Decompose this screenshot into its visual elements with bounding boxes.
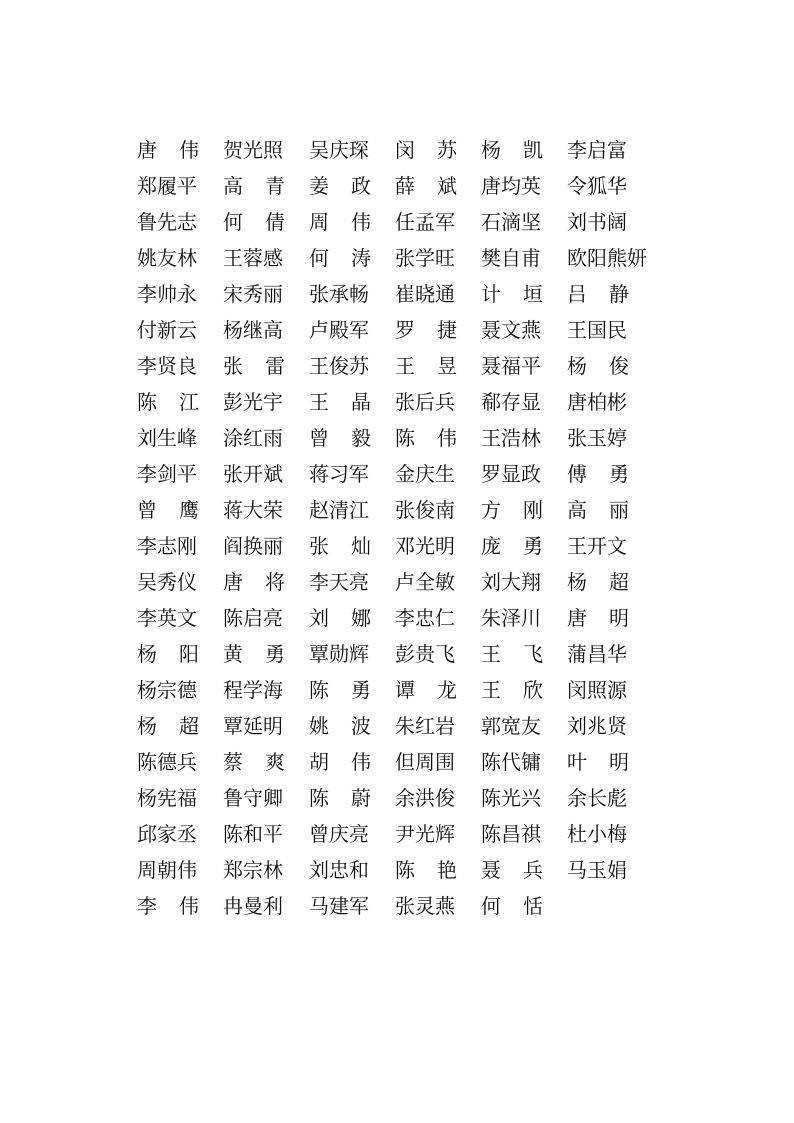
name-entry: 冉曼利 (223, 894, 283, 918)
name-entry: 刘 娜 (309, 606, 371, 630)
name-entry: 宋秀丽 (223, 282, 283, 306)
name-entry: 王 晶 (309, 390, 371, 414)
name-entry: 马玉娟 (567, 858, 627, 882)
name-entry: 张 雷 (223, 354, 285, 378)
name-entry: 曾庆亮 (309, 822, 369, 846)
name-entry: 唐 将 (223, 570, 285, 594)
name-entry: 李贤良 (137, 354, 197, 378)
name-entry: 吴庆琛 (309, 138, 369, 162)
name-entry: 彭贵飞 (395, 642, 455, 666)
name-entry: 计 垣 (481, 282, 543, 306)
name-entry: 王 飞 (481, 642, 543, 666)
name-entry: 聂福平 (481, 354, 541, 378)
name-entry: 邓光明 (395, 534, 455, 558)
name-entry: 陈代镛 (481, 750, 541, 774)
name-entry: 姚友林 (137, 246, 197, 270)
name-entry: 唐均英 (481, 174, 541, 198)
name-entry: 鲁先志 (137, 210, 197, 234)
name-entry: 蒋大荣 (223, 498, 283, 522)
name-entry: 覃延明 (223, 714, 283, 738)
name-entry: 令狐华 (567, 174, 627, 198)
name-entry: 陈 勇 (309, 678, 371, 702)
name-entry: 何 涛 (309, 246, 371, 270)
name-entry: 朱红岩 (395, 714, 455, 738)
name-entry: 李忠仁 (395, 606, 455, 630)
name-entry: 陈德兵 (137, 750, 197, 774)
name-entry: 彭光宇 (223, 390, 283, 414)
name-entry: 付新云 (137, 318, 197, 342)
name-entry: 罗 捷 (395, 318, 457, 342)
name-entry: 何 倩 (223, 210, 285, 234)
name-entry: 陈 伟 (395, 426, 457, 450)
name-entry: 陈 艳 (395, 858, 457, 882)
name-entry: 张玉婷 (567, 426, 627, 450)
name-entry: 闵 苏 (395, 138, 457, 162)
name-entry: 张灵燕 (395, 894, 455, 918)
name-entry: 张开斌 (223, 462, 283, 486)
name-entry: 王开文 (567, 534, 627, 558)
name-entry: 李 伟 (137, 894, 199, 918)
name-entry: 李帅永 (137, 282, 197, 306)
name-entry: 李启富 (567, 138, 627, 162)
name-entry: 蒋习军 (309, 462, 369, 486)
name-entry: 姜 政 (309, 174, 371, 198)
name-entry: 余长彪 (567, 786, 627, 810)
name-entry: 刘书阔 (567, 210, 627, 234)
name-entry: 尹光辉 (395, 822, 455, 846)
name-entry: 陈和平 (223, 822, 283, 846)
name-entry: 唐 伟 (137, 138, 199, 162)
name-entry: 王 昱 (395, 354, 457, 378)
name-entry: 崔晓通 (395, 282, 455, 306)
name-entry: 高 青 (223, 174, 285, 198)
name-entry: 庞 勇 (481, 534, 543, 558)
name-entry: 程学海 (223, 678, 283, 702)
name-entry: 李剑平 (137, 462, 197, 486)
name-entry: 陈光兴 (481, 786, 541, 810)
name-entry: 曾 鹰 (137, 498, 199, 522)
name-entry: 周朝伟 (137, 858, 197, 882)
name-entry: 阎换丽 (223, 534, 283, 558)
name-entry: 方 刚 (481, 498, 543, 522)
name-entry: 杨 阳 (137, 642, 199, 666)
name-entry: 蒲昌华 (567, 642, 627, 666)
name-entry: 杨 超 (567, 570, 629, 594)
name-entry: 刘大翔 (481, 570, 541, 594)
name-entry: 贺光照 (223, 138, 283, 162)
name-entry: 卢殿军 (309, 318, 369, 342)
name-entry: 刘忠和 (309, 858, 369, 882)
name-entry: 赵清江 (309, 498, 369, 522)
name-entry: 高 丽 (567, 498, 629, 522)
name-entry: 蔡 爽 (223, 750, 285, 774)
name-entry: 郑履平 (137, 174, 197, 198)
name-entry: 谭 龙 (395, 678, 457, 702)
name-entry: 鲁守卿 (223, 786, 283, 810)
name-entry: 闵照源 (567, 678, 627, 702)
name-entry: 陈 江 (137, 390, 199, 414)
name-entry: 薛 斌 (395, 174, 457, 198)
name-entry: 曾 毅 (309, 426, 371, 450)
name-entry: 张后兵 (395, 390, 455, 414)
name-entry: 石滴坚 (481, 210, 541, 234)
name-entry: 杨 超 (137, 714, 199, 738)
name-entry: 黄 勇 (223, 642, 285, 666)
name-entry: 王浩林 (481, 426, 541, 450)
name-entry: 聂 兵 (481, 858, 543, 882)
name-entry: 杨 俊 (567, 354, 629, 378)
name-entry: 覃勋辉 (309, 642, 369, 666)
name-entry: 刘生峰 (137, 426, 197, 450)
name-entry: 马建军 (309, 894, 369, 918)
name-entry: 郭宽友 (481, 714, 541, 738)
name-entry: 樊自甫 (481, 246, 541, 270)
name-entry: 李志刚 (137, 534, 197, 558)
name-entry: 杨继高 (223, 318, 283, 342)
name-entry: 吕 静 (567, 282, 629, 306)
name-entry: 郑宗林 (223, 858, 283, 882)
name-entry: 张 灿 (309, 534, 371, 558)
name-entry: 杜小梅 (567, 822, 627, 846)
name-entry: 刘兆贤 (567, 714, 627, 738)
name-entry: 杨 凯 (481, 138, 543, 162)
name-entry: 余洪俊 (395, 786, 455, 810)
name-entry: 张学旺 (395, 246, 455, 270)
name-entry: 涂红雨 (223, 426, 283, 450)
name-entry: 杨宪福 (137, 786, 197, 810)
name-entry: 姚 波 (309, 714, 371, 738)
name-entry: 但周围 (395, 750, 455, 774)
name-entry: 何 恬 (481, 894, 543, 918)
name-entry: 朱泽川 (481, 606, 541, 630)
name-entry: 傅 勇 (567, 462, 629, 486)
name-entry: 王 欣 (481, 678, 543, 702)
name-entry: 郗存显 (481, 390, 541, 414)
name-entry: 张俊南 (395, 498, 455, 522)
name-entry: 王蓉感 (223, 246, 283, 270)
name-entry: 陈昌祺 (481, 822, 541, 846)
name-entry: 王国民 (567, 318, 627, 342)
name-entry: 张承畅 (309, 282, 369, 306)
name-entry: 邱家丞 (137, 822, 197, 846)
name-entry: 吴秀仪 (137, 570, 197, 594)
name-entry: 李英文 (137, 606, 197, 630)
name-entry: 胡 伟 (309, 750, 371, 774)
name-entry: 聂文燕 (481, 318, 541, 342)
name-entry: 罗显政 (481, 462, 541, 486)
name-entry: 杨宗德 (137, 678, 197, 702)
name-entry: 金庆生 (395, 462, 455, 486)
name-entry: 陈启亮 (223, 606, 283, 630)
name-entry: 王俊苏 (309, 354, 369, 378)
name-entry: 唐 明 (567, 606, 629, 630)
name-list (137, 132, 653, 924)
name-entry: 周 伟 (309, 210, 371, 234)
name-entry: 李天亮 (309, 570, 369, 594)
name-entry: 唐柏彬 (567, 390, 627, 414)
name-entry: 陈 蔚 (309, 786, 371, 810)
name-entry: 叶 明 (567, 750, 629, 774)
name-entry: 欧阳熊妍 (567, 246, 647, 270)
name-entry: 任孟军 (395, 210, 455, 234)
name-entry: 卢全敏 (395, 570, 455, 594)
